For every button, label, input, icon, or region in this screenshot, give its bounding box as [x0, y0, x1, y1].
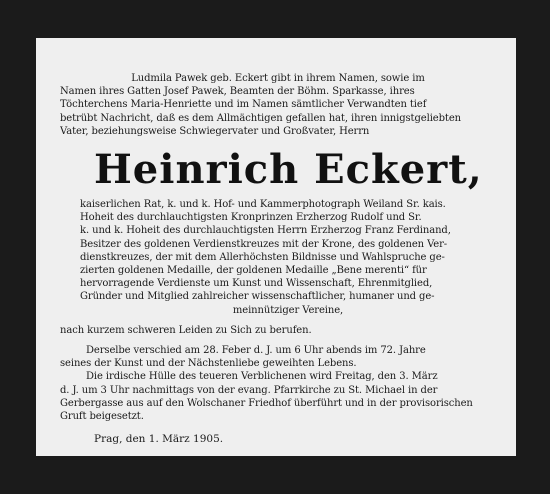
title-line: meinnütziger Vereine,: [232, 304, 344, 316]
funeral-line: d. J. um 3 Uhr nachmittags von der evang. Pfarrkirche zu St. Michael in der: [60, 384, 438, 396]
title-line: Besitzer des goldenen Verdienstkreuzes mit der Krone, des goldenen Ver-: [80, 238, 448, 250]
title-line: k. und k. Hoheit des durchlauchtigsten Herrn Erzherzog Franz Ferdinand,: [80, 225, 451, 237]
obituary-notice: [36, 38, 516, 456]
intro-line: Namen ihres Gatten Josef Pawek, Beamten der Böhm. Sparkasse, ihres: [60, 86, 415, 98]
title-line: dienstkreuzes, der mit dem Allerhöchsten Bildnisse und Wahlspruche ge-: [80, 251, 445, 263]
death-line: Derselbe verschied am 28. Feber d. J. um 6 Uhr abends im 72. Jahre: [86, 345, 426, 357]
title-line: hervorragende Verdienste um Kunst und Wissenschaft, Ehrenmitglied,: [80, 278, 433, 290]
title-line: Gründer und Mitglied zahlreicher wissenschaftlicher, humaner und ge-: [80, 291, 435, 303]
deceased-name: Heinrich Eckert,: [94, 146, 483, 194]
called-line: nach kurzem schweren Leiden zu Sich zu berufen.: [60, 324, 312, 336]
title-line: Hoheit des durchlauchtigsten Kronprinzen Erzherzog Rudolf und Sr.: [80, 212, 422, 224]
funeral-line: Gruft beigesetzt.: [60, 411, 144, 423]
intro-line: Vater, beziehungsweise Schwiegervater und Großvater, Herrn: [60, 125, 370, 137]
intro-line: Ludmila Pawek geb. Eckert gibt in ihrem Namen, sowie im: [131, 73, 425, 84]
death-paragraph: [60, 344, 496, 370]
signature-line: Prag, den 1. März 1905.: [94, 433, 224, 446]
intro-line: Töchterchens Maria-Henriette und im Namen sämtlicher Verwandten tief: [60, 99, 427, 111]
intro-paragraph: [60, 72, 496, 138]
funeral-line: Die irdische Hülle des teueren Verblichenen wird Freitag, den 3. März: [86, 371, 438, 383]
intro-line: betrübt Nachricht, daß es dem Allmächtigen gefallen hat, ihren innigstgeliebten: [60, 112, 461, 124]
title-line: kaiserlichen Rat, k. und k. Hof- und Kammerphotograph Weiland Sr. kais.: [80, 199, 446, 211]
title-line: zierten goldenen Medaille, der goldenen Medaille „Bene merenti“ für: [80, 265, 427, 277]
death-line: seines der Kunst und der Nächstenliebe geweihten Lebens.: [60, 358, 357, 370]
funeral-paragraph: [60, 370, 496, 423]
funeral-line: Gerbergasse aus auf den Wolschaner Friedhof überführt und in der provisorischen: [60, 397, 473, 409]
titles-paragraph: [60, 198, 496, 317]
